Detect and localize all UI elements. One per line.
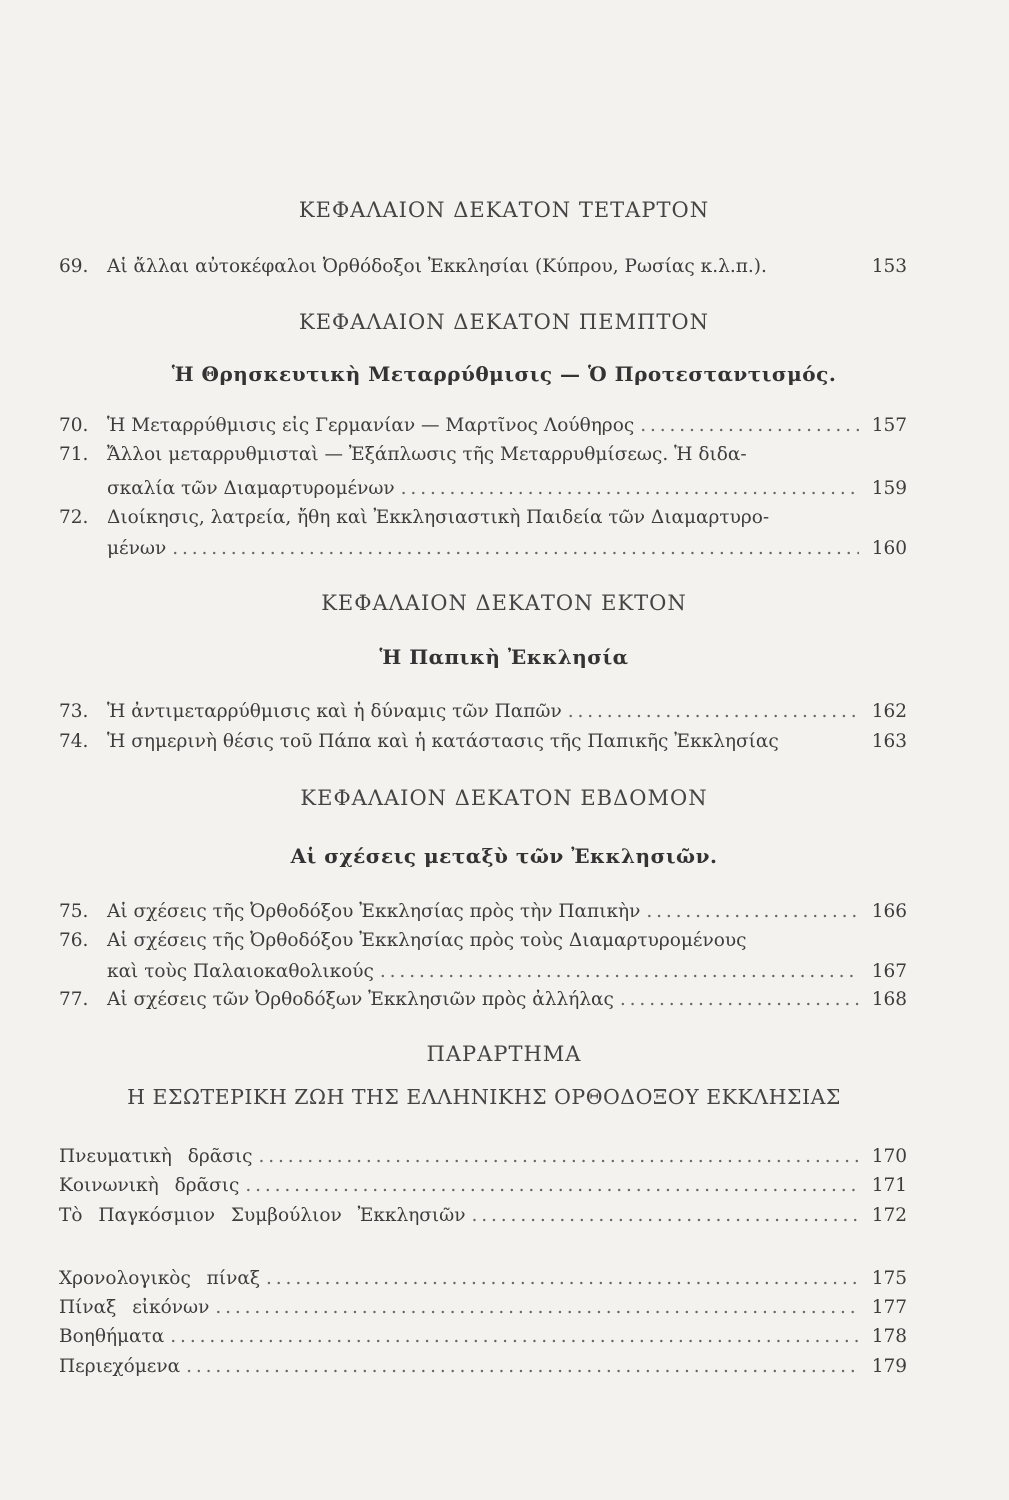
toc-entry: [59, 926, 907, 986]
entry-number: 73.: [59, 701, 89, 722]
entry-number: 71.: [59, 444, 89, 465]
entry-page-number: 168: [871, 989, 907, 1010]
chapter-subtitle: Ἡ Θρησκευτικὴ Μεταρρύθμισις — Ὁ Προτεσταντισμός.: [171, 362, 837, 386]
entry-title: Αἱ σχέσεις τῆς Ὀρθοδόξου Ἐκκλησίας πρὸς τοὺς Διαμαρτυρομένους: [107, 930, 747, 951]
appendix-item-page: 172: [871, 1205, 907, 1226]
toc-entry: [59, 411, 907, 441]
entry-title: Διοίκησις, λατρεία, ἤθη καὶ Ἐκκλησιαστικὴ Παιδεία τῶν Διαμαρτυρο-: [107, 507, 770, 528]
appendix-item: [59, 1205, 907, 1235]
toc-entry: [59, 727, 907, 757]
chapter-subtitle: Ἡ Παπικὴ Ἐκκλησία: [379, 645, 629, 669]
back-matter-label: Χρονολογικὸς πίναξ: [59, 1268, 261, 1289]
entry-number: 72.: [59, 507, 89, 528]
toc-entry: [59, 697, 907, 727]
entry-title: Ἄλλοι μεταρρυθμισταὶ — Ἐξάπλωσις τῆς Μεταρρυθμίσεως. Ἡ διδα-: [107, 444, 747, 465]
leader-dots: [568, 697, 859, 727]
entry-number: 74.: [59, 731, 89, 752]
back-matter-page: 177: [871, 1297, 907, 1318]
back-matter-item: [59, 1297, 907, 1327]
chapter-heading: ΚΕΦΑΛΑΙΟΝ ΔΕΚΑΤΟΝ ΕΚΤΟΝ: [321, 591, 687, 615]
toc-entry: [59, 440, 907, 500]
entry-number: 76.: [59, 930, 89, 951]
back-matter-item: [59, 1356, 907, 1386]
back-matter-item: [59, 1268, 907, 1298]
appendix-item: [59, 1175, 907, 1205]
appendix-subtitle: Η ΕΣΩΤΕΡΙΚΗ ΖΩΗ ΤΗΣ ΕΛΛΗΝΙΚΗΣ ΟΡΘΟΔΟΞΟΥ ΕΚΚΛΗΣΙΑΣ: [127, 1085, 841, 1109]
entry-number: 69.: [59, 256, 89, 277]
leader-dots: [245, 1175, 859, 1196]
entry-number: 70.: [59, 415, 89, 436]
entry-title: Αἱ σχέσεις τῶν Ὀρθοδόξων Ἐκκλησιῶν πρὸς ἀλλήλας: [107, 989, 614, 1010]
entry-page-number: 160: [871, 538, 907, 559]
entry-title: Αἱ ἄλλαι αὐτοκέφαλοι Ὀρθόδοξοι Ἐκκλησίαι (Κύπρου, Ρωσίας κ.λ.π.).: [107, 256, 767, 277]
entry-number: 77.: [59, 989, 89, 1010]
entry-page-number: 167: [871, 961, 907, 982]
leader-dots: [266, 1268, 859, 1289]
appendix-item-label: Πνευματικὴ δρᾶσις: [59, 1146, 253, 1167]
chapter-heading: ΚΕΦΑΛΑΙΟΝ ΔΕΚΑΤΟΝ ΤΕΤΑΡΤΟΝ: [298, 198, 710, 222]
leader-dots: [640, 411, 859, 441]
entry-page-number: 159: [871, 478, 907, 499]
entry-title-continued: μένων: [107, 538, 167, 559]
entry-page-number: 166: [871, 901, 907, 922]
leader-dots: [186, 1356, 859, 1377]
back-matter-label: Περιεχόμενα: [59, 1356, 181, 1377]
entry-title: Ἡ σημερινὴ θέσις τοῦ Πάπα καὶ ἡ κατάστασις τῆς Παπικῆς Ἐκκλησίας: [107, 731, 779, 752]
leader-dots: [620, 985, 859, 1015]
appendix-item-label: Κοινωνικὴ δρᾶσις: [59, 1175, 240, 1196]
leader-dots: [172, 534, 859, 564]
leader-dots: [259, 1146, 860, 1167]
leader-dots: [380, 957, 859, 987]
chapter-heading: ΚΕΦΑΛΑΙΟΝ ΔΕΚΑΤΟΝ ΕΒΔΟΜΟΝ: [300, 786, 708, 810]
back-matter-item: [59, 1326, 907, 1356]
back-matter-page: 179: [871, 1356, 907, 1377]
back-matter-page: 175: [871, 1268, 907, 1289]
leader-dots: [401, 474, 859, 504]
appendix-item-page: 171: [871, 1175, 907, 1196]
chapter-heading: ΚΕΦΑΛΑΙΟΝ ΔΕΚΑΤΟΝ ΠΕΜΠΤΟΝ: [299, 310, 709, 334]
toc-entry: [59, 503, 907, 563]
leader-dots: [215, 1297, 859, 1318]
entry-number: 75.: [59, 901, 89, 922]
toc-entry: [59, 985, 907, 1015]
appendix-title: ΠΑΡΑΡΤΗΜΑ: [426, 1042, 582, 1066]
chapter-subtitle: Αἱ σχέσεις μεταξὺ τῶν Ἐκκλησιῶν.: [290, 844, 718, 868]
entry-title-continued: καὶ τοὺς Παλαιοκαθολικούς: [107, 961, 374, 982]
back-matter-label: Πίναξ εἰκόνων: [59, 1297, 210, 1318]
leader-dots: [170, 1326, 859, 1347]
leader-dots: [646, 897, 859, 927]
appendix-item: [59, 1146, 907, 1176]
appendix-item-page: 170: [871, 1146, 907, 1167]
entry-title-continued: σκαλία τῶν Διαμαρτυρομένων: [107, 478, 395, 499]
entry-page-number: 157: [871, 415, 907, 436]
entry-title: Ἡ ἀντιμεταρρύθμισις καὶ ἡ δύναμις τῶν Παπῶν: [107, 701, 562, 722]
leader-dots: [472, 1205, 859, 1226]
entry-title: Αἱ σχέσεις τῆς Ὀρθοδόξου Ἐκκλησίας πρὸς τὴν Παπικὴν: [107, 901, 641, 922]
back-matter-label: Βοηθήματα: [59, 1326, 165, 1347]
entry-page-number: 163: [871, 731, 907, 752]
entry-title: Ἡ Μεταρρύθμισις εἰς Γερμανίαν — Μαρτῖνος Λούθηρος: [107, 415, 635, 436]
toc-entry: [59, 897, 907, 927]
entry-page-number: 162: [871, 701, 907, 722]
toc-entry: [59, 252, 907, 282]
entry-page-number: 153: [871, 256, 907, 277]
back-matter-page: 178: [871, 1326, 907, 1347]
appendix-item-label: Τὸ Παγκόσμιον Συμβούλιον Ἐκκλησιῶν: [59, 1205, 466, 1226]
